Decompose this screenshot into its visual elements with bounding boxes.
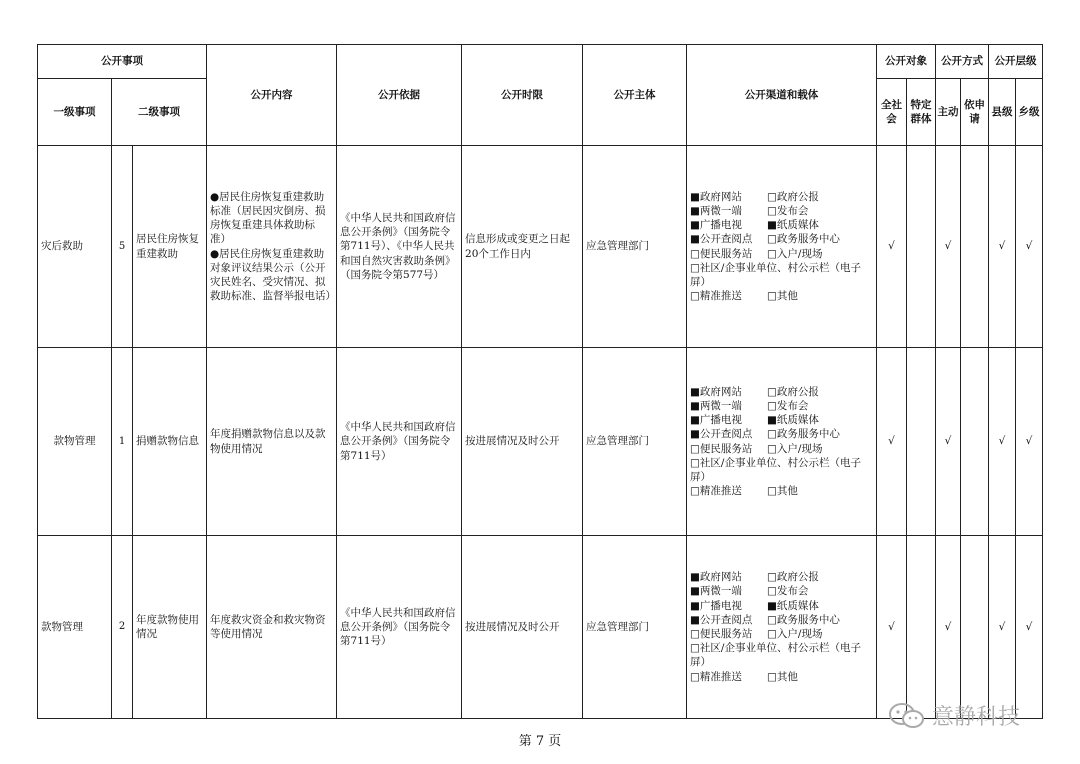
cell-method-request [961, 146, 989, 348]
header-method: 公开方式 [936, 45, 989, 79]
channel-line [690, 484, 873, 498]
header-channels: 公开渠道和载体 [687, 45, 877, 146]
cell-basis: 《中华人民共和国政府信息公开条例》（国务院令第711号）、《中华人民共和国自然灾害救助条例》（国务院令第577号） [337, 146, 462, 348]
cell-subject: 应急管理部门 [583, 536, 687, 719]
channel-line [690, 204, 873, 218]
channel-line [690, 627, 873, 641]
header-content: 公开内容 [207, 45, 337, 146]
channel-option: □精准推送 [690, 485, 742, 498]
header-tier-town: 乡级 [1016, 79, 1043, 146]
channel-line [690, 289, 873, 303]
cell-target-all: √ [877, 348, 907, 536]
header-tier: 公开层级 [989, 45, 1043, 79]
header-level1: 一级事项 [38, 79, 112, 146]
header-method-request: 依申请 [961, 79, 989, 146]
cell-level2: 捐赠款物信息 [133, 348, 207, 536]
cell-tier-county: √ [989, 536, 1016, 719]
cell-target-group [907, 146, 936, 348]
cell-method-active: √ [936, 348, 961, 536]
channel-option: □社区/企事业单位、村公示栏（电子屏） [690, 642, 861, 669]
channel-option: ■政府网站 [690, 571, 742, 584]
channel-line [690, 385, 873, 399]
channel-line [690, 641, 873, 669]
header-target-all: 全社会 [877, 79, 907, 146]
table-row [38, 348, 1043, 536]
channel-option: □发布会 [767, 204, 809, 217]
channel-option: □便民服务站 [690, 442, 753, 455]
header-subject: 公开主体 [583, 45, 687, 146]
channel-option: □入户/现场 [767, 442, 823, 455]
cell-time-limit: 按进展情况及时公开 [462, 348, 583, 536]
channel-option: □政府公报 [767, 571, 819, 584]
cell-target-group [907, 348, 936, 536]
channel-option: ■公开查阅点 [690, 233, 753, 246]
channel-option: ■广播电视 [690, 599, 742, 612]
channel-line [690, 218, 873, 232]
header-matter: 公开事项 [38, 45, 207, 79]
cell-tier-town: √ [1016, 536, 1043, 719]
channel-option: □政务服务中心 [767, 613, 840, 626]
cell-method-request [961, 348, 989, 536]
channel-option: □社区/企事业单位、村公示栏（电子屏） [690, 456, 861, 483]
header-basis: 公开依据 [337, 45, 462, 146]
channel-option: □其他 [767, 485, 798, 498]
cell-target-all: √ [877, 536, 907, 719]
cell-subject: 应急管理部门 [583, 146, 687, 348]
cell-level1: 灾后救助 [38, 146, 112, 348]
channel-option: □入户/现场 [767, 247, 823, 260]
header-target: 公开对象 [877, 45, 936, 79]
channel-option: □政务服务中心 [767, 428, 840, 441]
channel-line [690, 442, 873, 456]
channel-option: □政府公报 [767, 190, 819, 203]
channel-line [690, 413, 873, 427]
channel-option: ■广播电视 [690, 414, 742, 427]
channel-option: ■广播电视 [690, 219, 742, 232]
channel-option: ■纸质媒体 [767, 599, 819, 612]
cell-time-limit: 按进展情况及时公开 [462, 536, 583, 719]
cell-content: ●居民住房恢复重建救助标准（居民因灾倒房、损房恢复重建具体救助标准） ●居民住房恢复重建救助对象评议结果公示（公开灾民姓名、受灾情况、拟救助标准、监督举报电话） [207, 146, 337, 348]
cell-target-group [907, 536, 936, 719]
channel-option: □入户/现场 [767, 628, 823, 640]
header-method-active: 主动 [936, 79, 961, 146]
header-target-group: 特定群体 [907, 79, 936, 146]
header-level2: 二级事项 [112, 79, 207, 146]
channel-option: □其他 [767, 290, 798, 303]
cell-tier-county: √ [989, 348, 1016, 536]
watermark [888, 700, 1020, 731]
channel-option: ■公开查阅点 [690, 428, 753, 441]
cell-channels [687, 348, 877, 536]
cell-level2: 年度款物使用情况 [133, 536, 207, 719]
cell-subject: 应急管理部门 [583, 348, 687, 536]
table-row [38, 536, 1043, 719]
cell-tier-town: √ [1016, 146, 1043, 348]
cell-num: 5 [112, 146, 133, 348]
cell-tier-town: √ [1016, 348, 1043, 536]
channel-line [690, 232, 873, 246]
channel-line [690, 399, 873, 413]
page-number: 第 7 页 [518, 734, 562, 749]
channel-line [690, 190, 873, 204]
cell-level1: 款物管理 [38, 536, 112, 719]
cell-tier-county: √ [989, 146, 1016, 348]
channel-option: □其他 [767, 670, 798, 683]
channel-option: ■纸质媒体 [767, 219, 819, 232]
channel-option: ■两微一端 [690, 585, 742, 598]
cell-basis: 《中华人民共和国政府信息公开条例》（国务院令第711号） [337, 348, 462, 536]
channel-option: ■政府网站 [690, 190, 742, 203]
disclosure-table [37, 44, 1043, 719]
channel-line [690, 247, 873, 261]
cell-basis: 《中华人民共和国政府信息公开条例》（国务院令第711号） [337, 536, 462, 719]
header-tier-county: 县级 [989, 79, 1016, 146]
wechat-icon [888, 702, 926, 730]
channel-option: □政府公报 [767, 385, 819, 398]
channel-line [690, 670, 873, 684]
channel-line [690, 584, 873, 598]
cell-time-limit: 信息形成或变更之日起20个工作日内 [462, 146, 583, 348]
cell-method-active: √ [936, 536, 961, 719]
channel-option: □发布会 [767, 399, 809, 412]
channel-line [690, 599, 873, 613]
cell-method-request [961, 536, 989, 719]
cell-num: 2 [112, 536, 133, 719]
cell-channels [687, 536, 877, 719]
watermark-text: 意静科技 [932, 705, 1021, 730]
cell-method-active: √ [936, 146, 961, 348]
channel-option: □精准推送 [690, 290, 742, 303]
channel-option: □发布会 [767, 585, 809, 598]
cell-content: 年度捐赠款物信息以及款物使用情况 [207, 348, 337, 536]
cell-content: 年度救灾资金和救灾物资等使用情况 [207, 536, 337, 719]
cell-num: 1 [112, 348, 133, 536]
cell-level1: 款物管理 [38, 348, 112, 536]
channel-option: ■公开查阅点 [690, 613, 753, 626]
header-time-limit: 公开时限 [462, 45, 583, 146]
table-row [38, 146, 1043, 348]
cell-level2: 居民住房恢复重建救助 [133, 146, 207, 348]
channel-option: □精准推送 [690, 670, 742, 683]
channel-option: ■两微一端 [690, 399, 742, 412]
channel-line [690, 456, 873, 484]
channel-line [690, 613, 873, 627]
cell-target-all: √ [877, 146, 907, 348]
channel-option: ■两微一端 [690, 204, 742, 217]
channel-line [690, 570, 873, 584]
channel-option: □便民服务站 [690, 247, 753, 260]
channel-option: □社区/企事业单位、村公示栏（电子屏） [690, 261, 861, 288]
channel-option: ■纸质媒体 [767, 414, 819, 427]
channel-option: ■政府网站 [690, 385, 742, 398]
cell-channels [687, 146, 877, 348]
channel-line [690, 261, 873, 289]
channel-option: □便民服务站 [690, 628, 753, 640]
channel-line [690, 427, 873, 441]
channel-option: □政务服务中心 [767, 233, 840, 246]
